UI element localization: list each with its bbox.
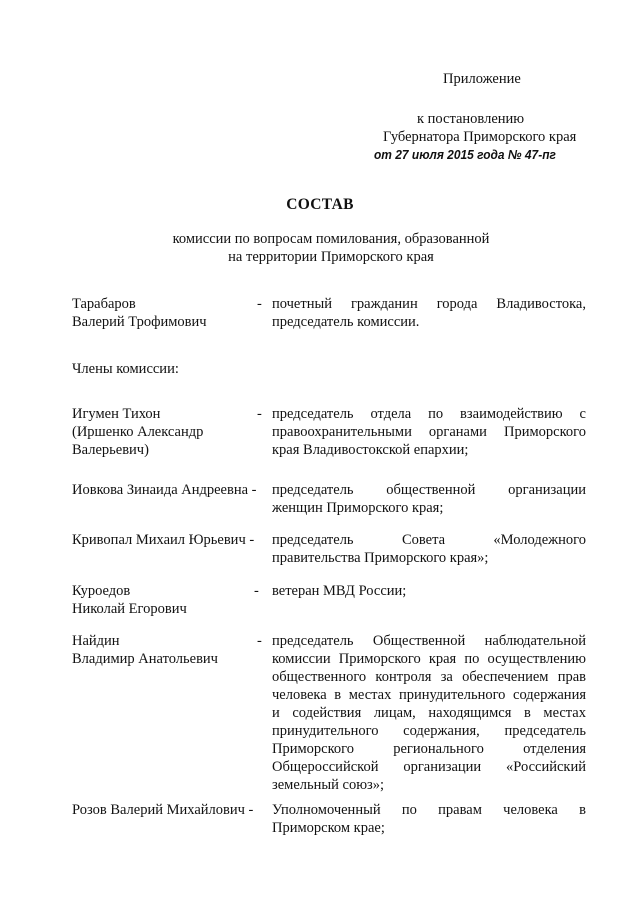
desc-line: земельный союз»;	[272, 777, 385, 793]
chairman-given-names: Валерий Трофимович	[72, 314, 207, 330]
member-description	[272, 801, 586, 837]
subtitle-line-2: на территории Приморского края	[228, 249, 434, 265]
member-name-line: Игумен Тихон	[72, 406, 161, 422]
member-name-line: (Иршенко Александр	[72, 424, 204, 440]
governor-line: Губернатора Приморского края	[383, 129, 577, 145]
member-name-line: Валерьевич)	[72, 442, 149, 458]
member-description	[272, 632, 586, 794]
desc-line: женщин Приморского края;	[272, 500, 444, 516]
desc-line: общественного контроля за обеспечением прав	[272, 669, 586, 685]
desc-line: комиссии Приморского края по осуществлению	[272, 651, 586, 667]
member-dash: -	[257, 633, 262, 649]
member-name-line: Найдин	[72, 633, 120, 649]
desc-line: председатель комиссии.	[272, 314, 420, 330]
desc-line: председатель отдела по взаимодействию с	[272, 406, 586, 422]
desc-line: Общероссийской организации «Российский	[272, 759, 586, 775]
member-description	[272, 531, 586, 567]
member-name-line: Кривопал Михаил Юрьевич -	[72, 532, 255, 548]
document-title: СОСТАВ	[286, 196, 354, 213]
chairman-description	[272, 295, 586, 331]
member-dash: -	[257, 406, 262, 422]
desc-line: человека в местах принудительного содержания	[272, 687, 586, 703]
member-name-line: Владимир Анатольевич	[72, 651, 218, 667]
member-name-line: Николай Егорович	[72, 601, 187, 617]
member-dash: -	[254, 583, 259, 599]
members-heading: Члены комиссии:	[72, 361, 179, 377]
date-number-stamp: от 27 июля 2015 года № 47-пг	[374, 147, 556, 162]
decree-reference: к постановлению	[417, 111, 525, 127]
member-name-line: Розов Валерий Михайлович -	[72, 802, 254, 818]
member-name-line: Иовкова Зинаида Андреевна -	[72, 482, 257, 498]
desc-line: Приморском крае;	[272, 820, 385, 836]
member-description	[272, 481, 586, 517]
desc-line: почетный гражданин города Владивостока,	[272, 296, 586, 312]
desc-line: председатель Общественной наблюдательной	[272, 633, 586, 649]
member-description	[272, 582, 586, 600]
desc-line: председатель Совета «Молодежного	[272, 532, 586, 548]
chairman-dash: -	[257, 296, 262, 312]
desc-line: и содействия лицам, находящимся в местах	[272, 705, 586, 721]
chairman-surname: Тарабаров	[72, 296, 136, 312]
member-name-line: Куроедов	[72, 583, 131, 599]
desc-line: края Владивостокской епархии;	[272, 442, 469, 458]
subtitle-line-1: комиссии по вопросам помилования, образованной	[172, 231, 490, 247]
desc-line: председатель общественной организации	[272, 482, 586, 498]
member-description	[272, 405, 586, 459]
desc-line: правоохранительными органами Приморского	[272, 424, 586, 440]
desc-line: ветеран МВД России;	[272, 583, 407, 599]
desc-line: принудительного содержания, председатель	[272, 723, 586, 739]
desc-line: Приморского регионального отделения	[272, 741, 586, 757]
desc-line: правительства Приморского края»;	[272, 550, 489, 566]
appendix-label: Приложение	[443, 71, 521, 87]
desc-line: Уполномоченный по правам человека в	[272, 802, 586, 818]
